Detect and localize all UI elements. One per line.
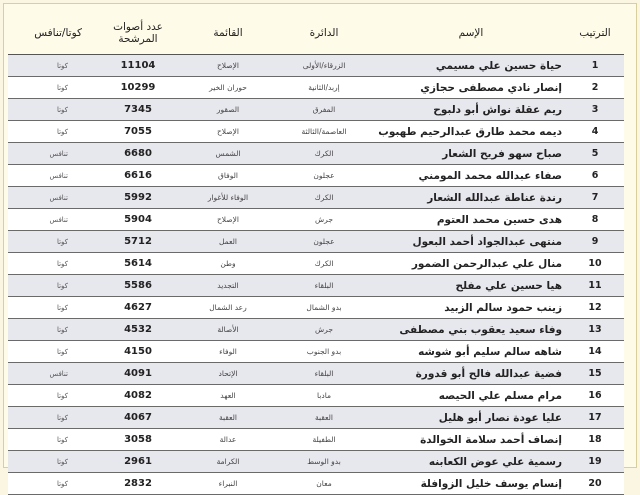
cell-list: الإصلاح [184,55,272,77]
header-list: القائمة [184,12,272,55]
table-row [8,143,624,165]
table-row [8,77,624,99]
cell-list: الشمس [184,143,272,165]
cell-list: الوفاء [184,341,272,363]
cell-list: الأصالة [184,319,272,341]
cell-quota: كوتا [8,253,92,275]
cell-district: المفرق [272,99,376,121]
cell-district: عجلون [272,231,376,253]
candidates-table [8,12,624,495]
cell-rank: 19 [566,451,624,473]
header-votes: عدد أصوات المرشحة [92,12,184,55]
header-name: الإسم [376,12,566,55]
cell-rank: 17 [566,407,624,429]
cell-district: العقبة [272,407,376,429]
table-row [8,451,624,473]
cell-rank: 15 [566,363,624,385]
cell-name: منتهى عبدالجواد أحمد البعول [376,231,566,253]
cell-rank: 13 [566,319,624,341]
cell-quota: تنافس [8,363,92,385]
table-row [8,55,624,77]
cell-rank: 9 [566,231,624,253]
table-row [8,165,624,187]
cell-quota: تنافس [8,209,92,231]
cell-quota: كوتا [8,121,92,143]
cell-rank: 12 [566,297,624,319]
cell-quota: كوتا [8,55,92,77]
cell-name: إنسام يوسف خليل الزوافلة [376,473,566,495]
cell-list: الوفاق [184,165,272,187]
cell-district: مادبا [272,385,376,407]
table-row [8,341,624,363]
table-row [8,297,624,319]
cell-quota: كوتا [8,275,92,297]
cell-name: صباح سهو فريح الشعار [376,143,566,165]
cell-quota: كوتا [8,99,92,121]
cell-name: إنصاف أحمد سلامة الخوالدة [376,429,566,451]
table-row [8,275,624,297]
header-rank: الترتيب [566,12,624,55]
cell-list: الإتحاد [184,363,272,385]
table-row [8,429,624,451]
cell-votes: 5586 [92,275,184,297]
cell-district: الكرك [272,143,376,165]
cell-rank: 11 [566,275,624,297]
cell-list: الصقور [184,99,272,121]
table-header [8,12,624,55]
table-row [8,121,624,143]
cell-rank: 16 [566,385,624,407]
cell-name: ريم عقلة نواش أبو دلبوح [376,99,566,121]
cell-name: شاهه سالم سليم أبو شوشه [376,341,566,363]
table-row [8,187,624,209]
cell-district: الكرك [272,253,376,275]
cell-name: حياة حسين علي مسيمي [376,55,566,77]
cell-name: وفاء سعيد يعقوب بني مصطفى [376,319,566,341]
cell-quota: كوتا [8,429,92,451]
cell-rank: 4 [566,121,624,143]
cell-quota: كوتا [8,297,92,319]
cell-rank: 18 [566,429,624,451]
cell-votes: 4082 [92,385,184,407]
cell-name: عليا عودة نصار أبو هليل [376,407,566,429]
cell-rank: 14 [566,341,624,363]
cell-name: فضية عبدالله فالح أبو قدورة [376,363,566,385]
cell-votes: 5614 [92,253,184,275]
cell-district: الطفيلة [272,429,376,451]
cell-quota: كوتا [8,385,92,407]
cell-quota: كوتا [8,407,92,429]
cell-votes: 5712 [92,231,184,253]
cell-list: الكرامة [184,451,272,473]
cell-name: ديمه محمد طارق عبدالرحيم طهبوب [376,121,566,143]
cell-rank: 20 [566,473,624,495]
cell-votes: 4627 [92,297,184,319]
cell-district: جرش [272,319,376,341]
cell-quota: كوتا [8,451,92,473]
table-row [8,407,624,429]
cell-district: إربد/الثانية [272,77,376,99]
cell-list: التجديد [184,275,272,297]
cell-name: منال علي عبدالرحمن الضمور [376,253,566,275]
cell-district: جرش [272,209,376,231]
cell-district: البلقاء [272,275,376,297]
cell-rank: 1 [566,55,624,77]
cell-list: وطن [184,253,272,275]
table-row [8,209,624,231]
cell-name: رندة عناطة عبدالله الشعار [376,187,566,209]
cell-votes: 5904 [92,209,184,231]
cell-votes: 2832 [92,473,184,495]
cell-votes: 6680 [92,143,184,165]
cell-rank: 6 [566,165,624,187]
cell-quota: تنافس [8,143,92,165]
cell-district: عجلون [272,165,376,187]
cell-district: الزرقاء/الأولى [272,55,376,77]
cell-votes: 4067 [92,407,184,429]
cell-rank: 3 [566,99,624,121]
table-row [8,99,624,121]
cell-quota: كوتا [8,77,92,99]
cell-rank: 8 [566,209,624,231]
cell-quota: كوتا [8,231,92,253]
cell-rank: 7 [566,187,624,209]
cell-votes: 4091 [92,363,184,385]
cell-rank: 2 [566,77,624,99]
table-row [8,473,624,495]
cell-quota: كوتا [8,319,92,341]
table-body [8,55,624,495]
cell-rank: 5 [566,143,624,165]
cell-list: عدالة [184,429,272,451]
cell-list: الإصلاح [184,121,272,143]
cell-votes: 7345 [92,99,184,121]
cell-votes: 6616 [92,165,184,187]
cell-name: إنصار نادي مصطفى حجازي [376,77,566,99]
cell-list: العقبة [184,407,272,429]
cell-district: الكرك [272,187,376,209]
cell-district: العاصمة/الثالثة [272,121,376,143]
cell-list: حوران الخير [184,77,272,99]
cell-votes: 11104 [92,55,184,77]
header-district: الدائرة [272,12,376,55]
table-row [8,363,624,385]
cell-district: بدو الشمال [272,297,376,319]
cell-district: البلقاء [272,363,376,385]
cell-votes: 5992 [92,187,184,209]
cell-name: مرام مسلم علي الحيصه [376,385,566,407]
table-row [8,231,624,253]
table-row [8,385,624,407]
cell-name: هدى حسين محمد العتوم [376,209,566,231]
cell-votes: 10299 [92,77,184,99]
table-row [8,319,624,341]
cell-name: صفاء عبدالله محمد المومني [376,165,566,187]
cell-list: العهد [184,385,272,407]
cell-list: العمل [184,231,272,253]
cell-rank: 10 [566,253,624,275]
cell-list: النبراء [184,473,272,495]
cell-quota: كوتا [8,341,92,363]
cell-name: هيا حسين علي مفلح [376,275,566,297]
header-quota: كوتا/تنافس [8,12,92,55]
cell-district: معان [272,473,376,495]
cell-quota: كوتا [8,473,92,495]
cell-list: الوفاء للأغوار [184,187,272,209]
cell-quota: تنافس [8,187,92,209]
table-row [8,253,624,275]
cell-name: رسمية علي عوض الكعابنه [376,451,566,473]
cell-quota: تنافس [8,165,92,187]
cell-votes: 3058 [92,429,184,451]
cell-list: رعد الشمال [184,297,272,319]
cell-votes: 4150 [92,341,184,363]
cell-district: بدو الوسط [272,451,376,473]
cell-name: زينب حمود سالم الزبيد [376,297,566,319]
cell-district: بدو الجنوب [272,341,376,363]
cell-votes: 4532 [92,319,184,341]
cell-list: الإصلاح [184,209,272,231]
cell-votes: 2961 [92,451,184,473]
cell-votes: 7055 [92,121,184,143]
